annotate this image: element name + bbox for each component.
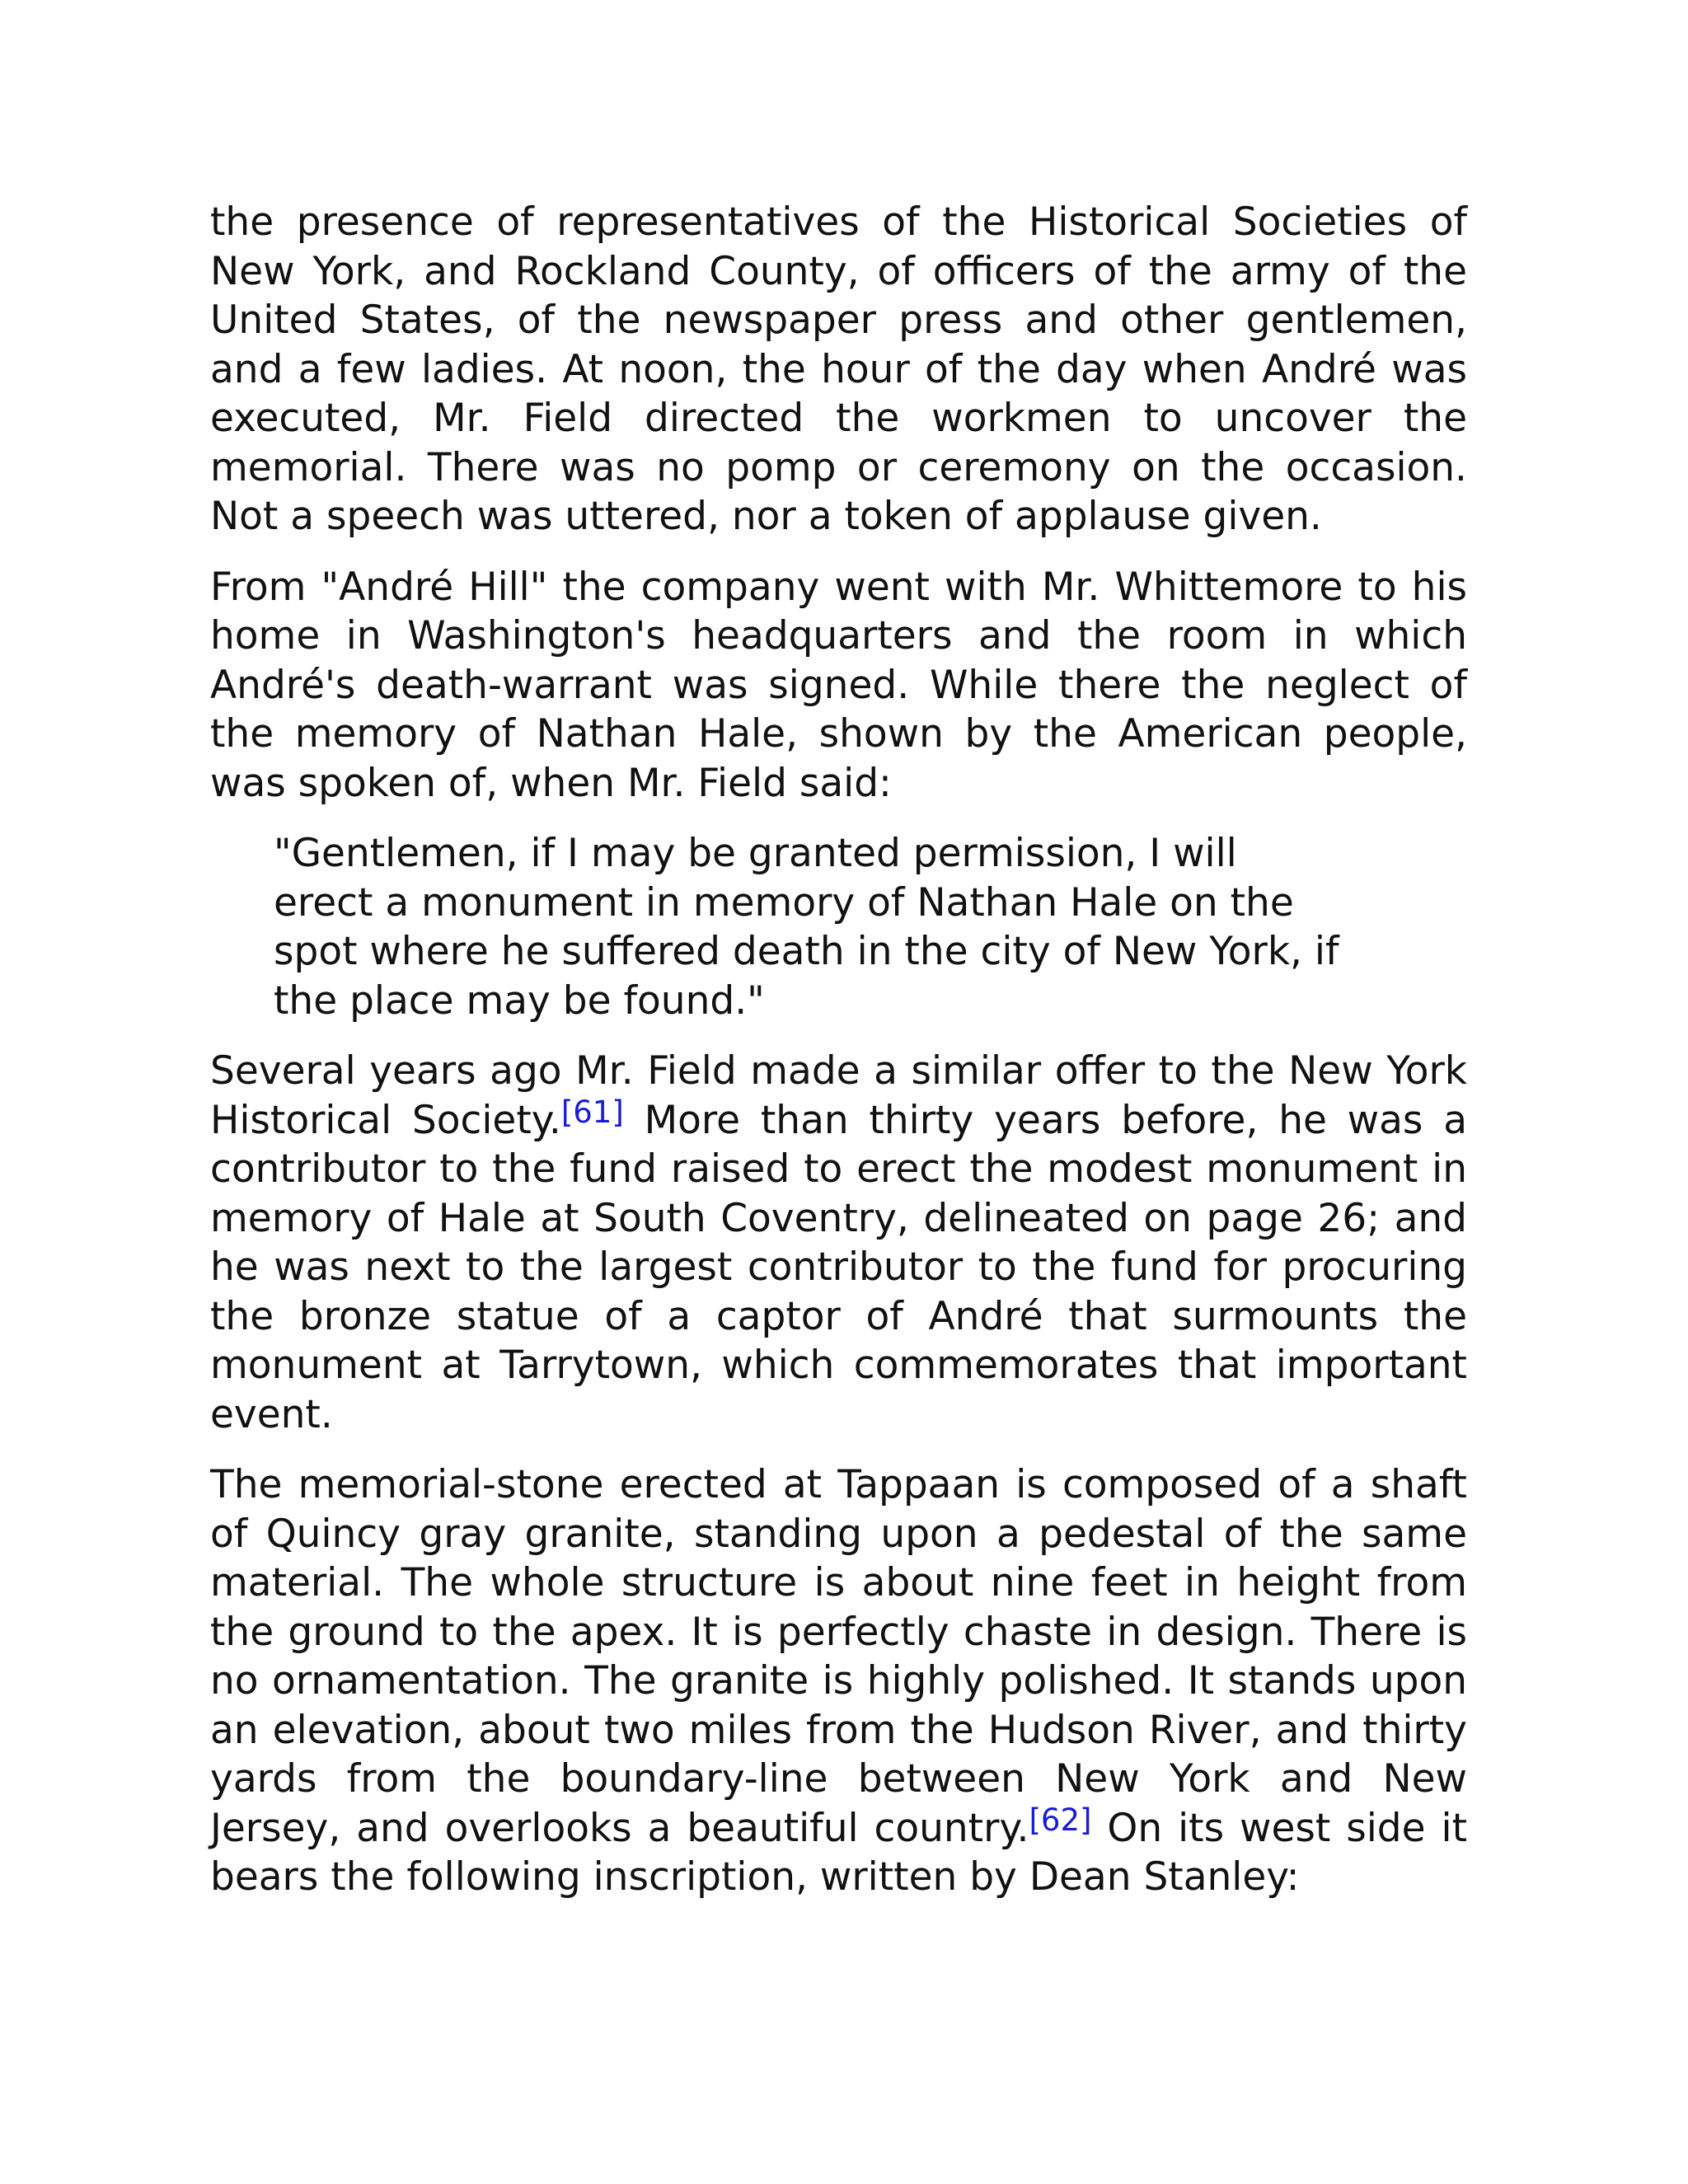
paragraph-ceremony: the presence of representatives of the Historical Societies of New York, and Rockland County, of officers of the army of the United States, of the newspaper press and other gentlemen, and a few ladies. At noon, the hour of the day when André was executed, Mr. Field directed the workmen to uncover the memorial. There was no pomp or ceremony on the occasion. Not a speech was uttered, nor a token of applause given. — [210, 199, 1467, 539]
footnote-link-61[interactable]: [61] — [560, 1094, 624, 1130]
document-body — [210, 198, 1467, 1924]
paragraph-text: More than thirty years before, he was a contributor to the fund raised to erect the modest monument in memory of Hale at South Coventry, delineated on page 26; and he was next to the largest contributor to the fund for procuring the bronze statue of a captor of André that surmounts the monument at Tarrytown, which commemorates that important event. — [210, 1097, 1467, 1437]
paragraph-similar-offer — [210, 1047, 1467, 1439]
footnote-link-62[interactable]: [62] — [1029, 1802, 1092, 1838]
block-quote-field: "Gentlemen, if I may be granted permission, I will erect a monument in memory of Nathan Hale on the spot where he suffered death in the city of New York, if the place may be found." — [274, 831, 1339, 1024]
paragraph-text: The memorial-stone erected at Tappaan is composed of a shaft of Quincy gray granite, standing upon a pedestal of the same material. The whole structure is about nine feet in height from the ground to the apex. It is perfectly chaste in design. There is no ornamentation. The granite is highly polished. It stands upon an elevation, about two miles from the Hudson River, and thirty yards from the boundary-line between New York and New Jersey, and overlooks a beautiful country. — [210, 1462, 1467, 1851]
paragraph-memorial-stone — [210, 1460, 1467, 1902]
paragraph-text: On its west side it bears the following inscription, written by Dean Stanley: — [210, 1805, 1467, 1900]
paragraph-text: Several years ago Mr. Field made a similar offer to the New York Historical Society. — [210, 1048, 1467, 1143]
paragraph-andre-hill: From "André Hill" the company went with Mr. Whittemore to his home in Washington's headquarters and the room in which André's death-warrant was signed. While there the neglect of the memory of Nathan Hale, shown by the American people, was spoken of, when Mr. Field said: — [210, 564, 1467, 806]
